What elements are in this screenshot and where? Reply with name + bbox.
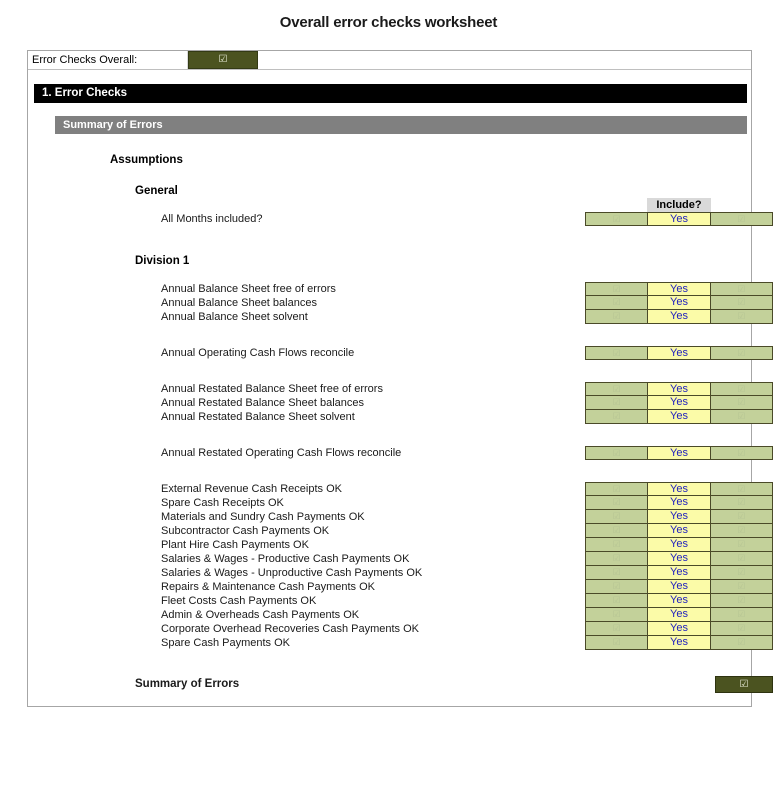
spacer xyxy=(28,268,751,282)
check-cell-right[interactable] xyxy=(711,396,772,409)
checked-box-icon: ☑ xyxy=(612,581,621,591)
check-cell-value[interactable]: Yes xyxy=(647,524,710,537)
check-cell-right[interactable] xyxy=(711,524,772,537)
checked-box-icon: ☑ xyxy=(612,297,621,307)
checked-box-icon: ☑ xyxy=(737,511,746,521)
check-row-label: Admin & Overheads Cash Payments OK xyxy=(161,609,360,621)
checked-box-icon: ☑ xyxy=(737,297,746,307)
check-cell-value[interactable]: Yes xyxy=(647,383,710,395)
checked-box-icon: ☑ xyxy=(737,411,746,421)
check-cell-value[interactable]: Yes xyxy=(647,538,710,551)
check-row-cells xyxy=(585,296,773,310)
check-cell-left[interactable] xyxy=(586,622,647,635)
check-row-label: Annual Balance Sheet free of errors xyxy=(161,283,336,295)
check-cell-right[interactable] xyxy=(711,496,772,509)
check-row-cells xyxy=(585,552,773,566)
check-cell-left[interactable] xyxy=(586,538,647,551)
check-row-cells xyxy=(585,212,773,226)
checked-box-icon: ☑ xyxy=(739,679,749,690)
check-cell-right[interactable] xyxy=(711,213,772,225)
spacer xyxy=(28,324,751,346)
check-cell-right[interactable] xyxy=(711,310,772,323)
check-cell-left[interactable] xyxy=(586,552,647,565)
check-cell-right[interactable] xyxy=(711,296,772,309)
check-cell-left[interactable] xyxy=(586,580,647,593)
check-row-cells xyxy=(585,382,773,396)
checked-box-icon: ☑ xyxy=(737,609,746,619)
check-row xyxy=(28,552,751,566)
check-group-cash-items xyxy=(28,482,751,650)
check-cell-value[interactable]: Yes xyxy=(647,594,710,607)
column-header-include: Include? xyxy=(647,198,711,213)
heading-division-1: Division 1 xyxy=(135,255,190,267)
check-row-cells xyxy=(585,580,773,594)
check-row-label: Annual Restated Operating Cash Flows reconcile xyxy=(161,447,402,459)
check-row-label: Annual Restated Balance Sheet free of errors xyxy=(161,383,383,395)
checked-box-icon: ☑ xyxy=(612,283,621,294)
checked-box-icon: ☑ xyxy=(737,383,746,394)
check-cell-right[interactable] xyxy=(711,552,772,565)
check-row xyxy=(28,346,751,360)
checked-box-icon: ☑ xyxy=(612,525,621,535)
check-row-label: Salaries & Wages - Productive Cash Payments OK xyxy=(161,553,410,565)
check-row xyxy=(28,496,751,510)
check-row-cells xyxy=(585,496,773,510)
spacer xyxy=(28,70,751,84)
check-cell-right[interactable] xyxy=(711,622,772,635)
check-row xyxy=(28,566,751,580)
check-cell-value[interactable]: Yes xyxy=(647,510,710,523)
checked-box-icon: ☑ xyxy=(612,567,621,577)
check-row-cells xyxy=(585,396,773,410)
check-row-label: Materials and Sundry Cash Payments OK xyxy=(161,511,365,523)
checked-box-icon: ☑ xyxy=(612,497,621,507)
check-row xyxy=(28,524,751,538)
error-checks-overall-status[interactable] xyxy=(188,51,258,69)
checked-box-icon: ☑ xyxy=(737,497,746,507)
check-cell-left[interactable] xyxy=(586,566,647,579)
check-cell-right[interactable] xyxy=(711,483,772,495)
check-cell-left[interactable] xyxy=(586,396,647,409)
check-row-cells xyxy=(585,346,773,360)
checked-box-icon: ☑ xyxy=(218,54,228,65)
check-cell-left[interactable] xyxy=(586,310,647,323)
check-row xyxy=(28,510,751,524)
checked-box-icon: ☑ xyxy=(612,539,621,549)
check-cell-value[interactable]: Yes xyxy=(647,310,710,323)
worksheet-body xyxy=(28,153,751,706)
check-row-cells xyxy=(585,282,773,296)
check-group-operating-cash-flows xyxy=(28,346,751,360)
check-cell-value[interactable]: Yes xyxy=(647,636,710,649)
check-row-label: All Months included? xyxy=(161,213,263,225)
check-row xyxy=(28,608,751,622)
check-row xyxy=(28,594,751,608)
check-row-label: Annual Restated Balance Sheet solvent xyxy=(161,411,355,423)
footer-summary-status[interactable] xyxy=(715,676,773,693)
checked-box-icon: ☑ xyxy=(737,447,746,458)
spacer xyxy=(28,460,751,482)
check-cell-left[interactable] xyxy=(586,296,647,309)
check-row-cells xyxy=(585,566,773,580)
check-group-restated-operating-cash-flows xyxy=(28,446,751,460)
checked-box-icon: ☑ xyxy=(737,567,746,577)
check-row-label: Spare Cash Receipts OK xyxy=(161,497,284,509)
check-row xyxy=(28,482,751,496)
check-cell-value[interactable]: Yes xyxy=(647,296,710,309)
check-row xyxy=(28,410,751,424)
check-row xyxy=(28,622,751,636)
check-row-cells xyxy=(585,594,773,608)
check-row xyxy=(28,538,751,552)
checked-box-icon: ☑ xyxy=(737,553,746,563)
checked-box-icon: ☑ xyxy=(612,447,621,458)
check-row xyxy=(28,310,751,324)
check-cell-right[interactable] xyxy=(711,580,772,593)
check-cell-right[interactable] xyxy=(711,383,772,395)
check-row-cells xyxy=(585,446,773,460)
spacer xyxy=(28,360,751,382)
check-cell-left[interactable] xyxy=(586,483,647,495)
checked-box-icon: ☑ xyxy=(612,383,621,394)
overall-row-filler xyxy=(258,51,751,69)
check-row-label: Repairs & Maintenance Cash Payments OK xyxy=(161,581,375,593)
check-cell-left[interactable] xyxy=(586,636,647,649)
checked-box-icon: ☑ xyxy=(737,623,746,633)
checked-box-icon: ☑ xyxy=(737,483,746,494)
check-cell-left[interactable] xyxy=(586,524,647,537)
check-row-label: Spare Cash Payments OK xyxy=(161,637,291,649)
check-cell-left[interactable] xyxy=(586,608,647,621)
spacer xyxy=(28,424,751,446)
check-cell-value[interactable]: Yes xyxy=(647,580,710,593)
checked-box-icon: ☑ xyxy=(612,311,621,321)
page-title: Overall error checks worksheet xyxy=(279,14,498,31)
error-checks-overall-label: Error Checks Overall: xyxy=(28,51,188,69)
check-row-label: Subcontractor Cash Payments OK xyxy=(161,525,330,537)
check-cell-left[interactable] xyxy=(586,410,647,423)
check-row-label: Fleet Costs Cash Payments OK xyxy=(161,595,317,607)
check-row-label: Annual Balance Sheet balances xyxy=(161,297,317,309)
section-subheader-summary-of-errors: Summary of Errors xyxy=(55,116,747,134)
check-cell-left[interactable] xyxy=(586,383,647,395)
check-row-label: Annual Balance Sheet solvent xyxy=(161,311,308,323)
check-cell-value[interactable]: Yes xyxy=(647,410,710,423)
checked-box-icon: ☑ xyxy=(612,553,621,563)
check-row xyxy=(28,580,751,594)
check-row xyxy=(28,296,751,310)
check-row-label: Annual Operating Cash Flows reconcile xyxy=(161,347,355,359)
checked-box-icon: ☑ xyxy=(737,637,746,647)
check-cell-left[interactable] xyxy=(586,213,647,225)
check-cell-right[interactable] xyxy=(711,594,772,607)
check-row-cells xyxy=(585,310,773,324)
spacer xyxy=(28,198,751,212)
checked-box-icon: ☑ xyxy=(737,581,746,591)
check-row xyxy=(28,212,751,226)
checked-box-icon: ☑ xyxy=(737,213,746,224)
checked-box-icon: ☑ xyxy=(737,595,746,605)
check-cell-right[interactable] xyxy=(711,447,772,459)
check-cell-value[interactable]: Yes xyxy=(647,566,710,579)
error-checks-overall-row xyxy=(28,51,751,70)
check-row xyxy=(28,636,751,650)
checked-box-icon: ☑ xyxy=(612,411,621,421)
check-cell-value[interactable]: Yes xyxy=(647,447,710,459)
check-row-cells xyxy=(585,410,773,424)
checked-box-icon: ☑ xyxy=(612,483,621,494)
check-row-cells xyxy=(585,482,773,496)
check-row-label: External Revenue Cash Receipts OK xyxy=(161,483,342,495)
checked-box-icon: ☑ xyxy=(737,311,746,321)
check-row xyxy=(28,446,751,460)
heading-general: General xyxy=(135,185,178,197)
checked-box-icon: ☑ xyxy=(612,511,621,521)
check-row-label: Annual Restated Balance Sheet balances xyxy=(161,397,365,409)
check-cell-right[interactable] xyxy=(711,608,772,621)
checked-box-icon: ☑ xyxy=(737,283,746,294)
check-row-cells xyxy=(585,538,773,552)
check-row xyxy=(28,282,751,296)
checked-box-icon: ☑ xyxy=(737,539,746,549)
check-cell-left[interactable] xyxy=(586,496,647,509)
check-cell-right[interactable] xyxy=(711,347,772,359)
check-cell-right[interactable] xyxy=(711,538,772,551)
checked-box-icon: ☑ xyxy=(612,595,621,605)
check-cell-right[interactable] xyxy=(711,283,772,295)
check-row xyxy=(28,396,751,410)
check-cell-right[interactable] xyxy=(711,636,772,649)
check-cell-left[interactable] xyxy=(586,447,647,459)
check-row-cells xyxy=(585,636,773,650)
checked-box-icon: ☑ xyxy=(612,623,621,633)
heading-assumptions: Assumptions xyxy=(110,154,183,166)
footer-summary-row xyxy=(28,676,751,698)
check-cell-left[interactable] xyxy=(586,594,647,607)
worksheet-sheet xyxy=(27,50,752,707)
check-row-cells xyxy=(585,608,773,622)
check-row-cells xyxy=(585,622,773,636)
check-cell-value[interactable]: Yes xyxy=(647,213,710,225)
check-row xyxy=(28,382,751,396)
check-cell-right[interactable] xyxy=(711,410,772,423)
checked-box-icon: ☑ xyxy=(612,397,621,407)
check-row-label: Plant Hire Cash Payments OK xyxy=(161,539,309,551)
check-cell-left[interactable] xyxy=(586,283,647,295)
check-cell-value[interactable]: Yes xyxy=(647,622,710,635)
check-row-cells xyxy=(585,524,773,538)
check-cell-value[interactable]: Yes xyxy=(647,347,710,359)
checked-box-icon: ☑ xyxy=(612,347,621,358)
checked-box-icon: ☑ xyxy=(737,525,746,535)
check-cell-left[interactable] xyxy=(586,347,647,359)
check-group-balance-sheet xyxy=(28,282,751,324)
check-cell-value[interactable]: Yes xyxy=(647,396,710,409)
check-row-label: Salaries & Wages - Unproductive Cash Payments OK xyxy=(161,567,423,579)
section-header-error-checks: 1. Error Checks xyxy=(34,84,747,103)
check-cell-right[interactable] xyxy=(711,510,772,523)
check-cell-right[interactable] xyxy=(711,566,772,579)
checked-box-icon: ☑ xyxy=(737,397,746,407)
checked-box-icon: ☑ xyxy=(737,347,746,358)
checked-box-icon: ☑ xyxy=(612,213,621,224)
check-row-cells xyxy=(585,510,773,524)
footer-summary-label: Summary of Errors xyxy=(135,678,240,690)
check-group-restated-balance-sheet xyxy=(28,382,751,424)
check-group-general xyxy=(28,212,751,226)
checked-box-icon: ☑ xyxy=(612,609,621,619)
check-cell-value[interactable]: Yes xyxy=(647,496,710,509)
check-cell-value[interactable]: Yes xyxy=(647,483,710,495)
check-row-label: Corporate Overhead Recoveries Cash Payments OK xyxy=(161,623,420,635)
check-cell-value[interactable]: Yes xyxy=(647,283,710,295)
check-cell-value[interactable]: Yes xyxy=(647,552,710,565)
checked-box-icon: ☑ xyxy=(612,637,621,647)
check-cell-left[interactable] xyxy=(586,510,647,523)
check-cell-value[interactable]: Yes xyxy=(647,608,710,621)
